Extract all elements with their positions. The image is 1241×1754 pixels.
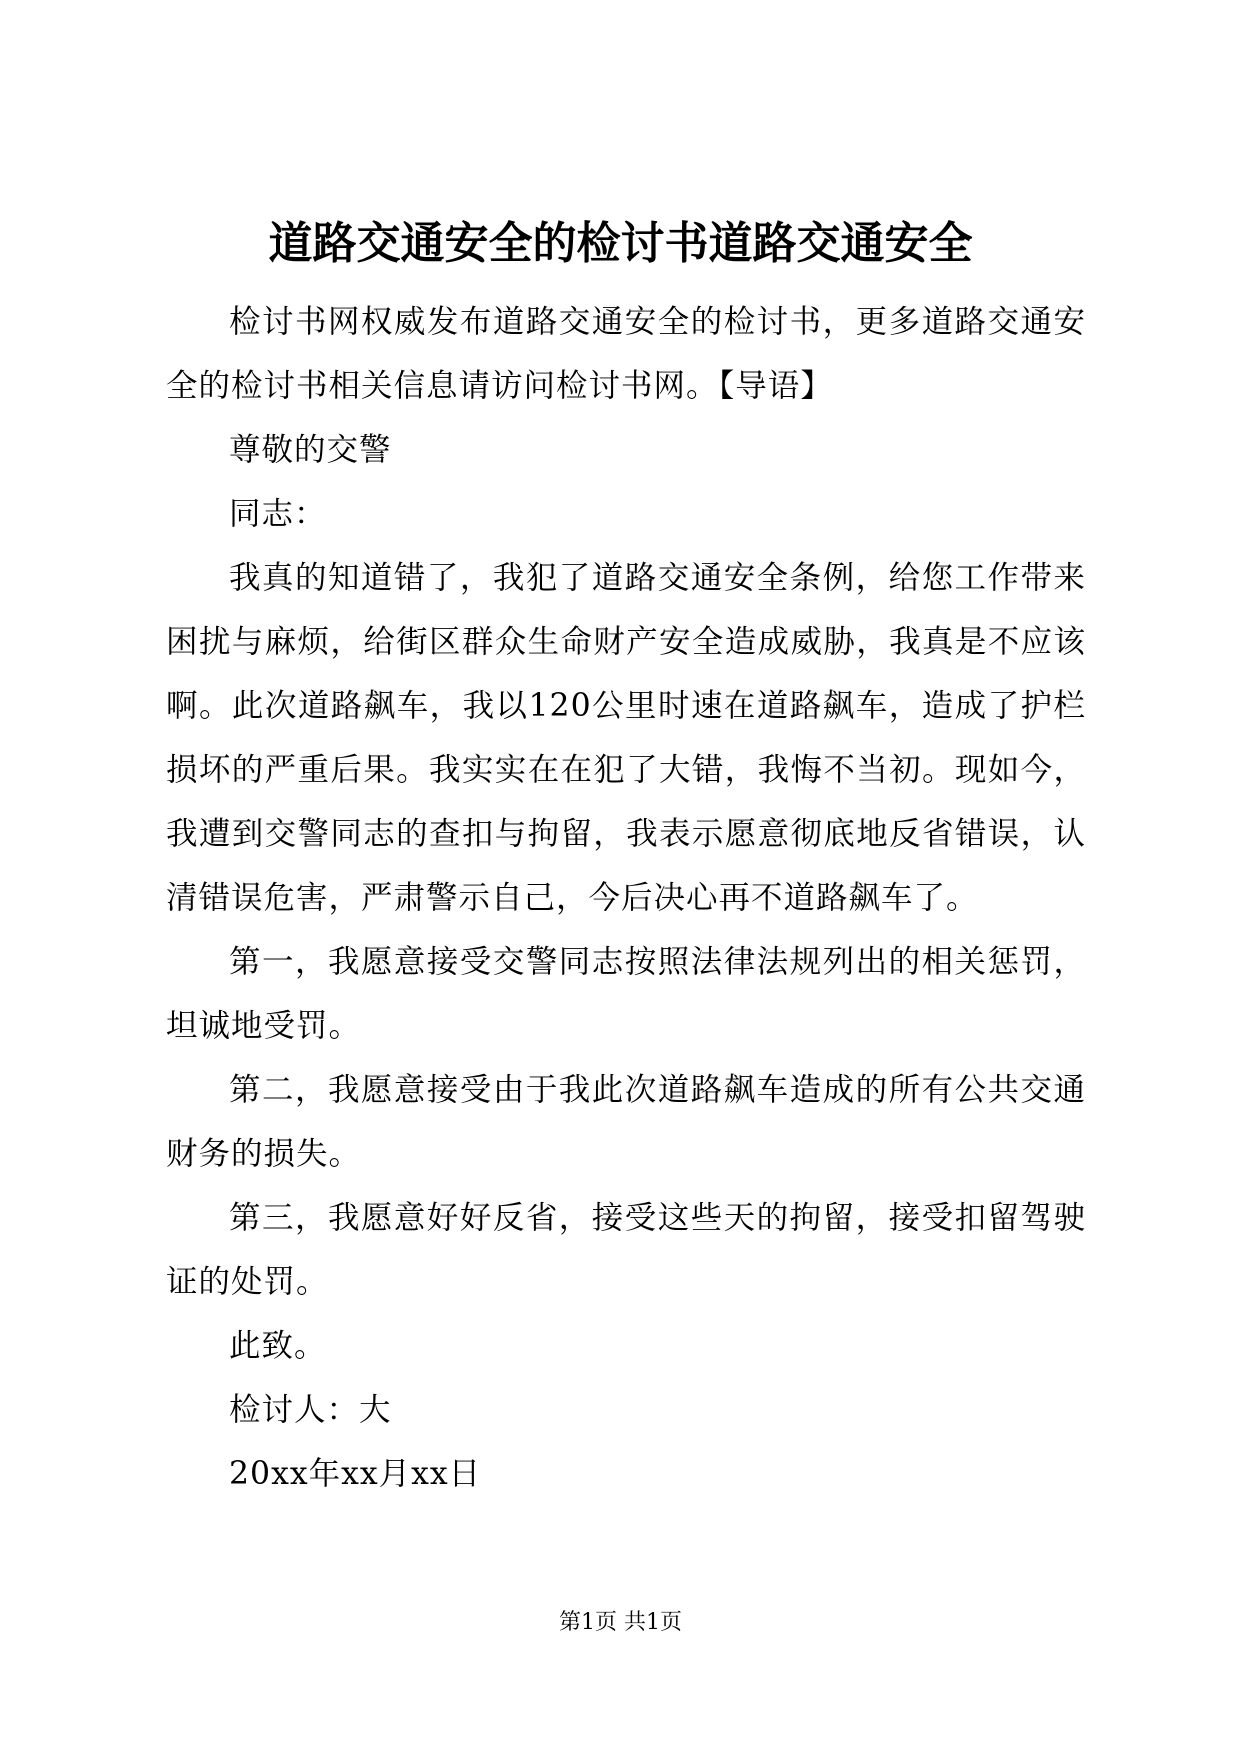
signature-line: 检讨人：大 — [229, 1392, 392, 1428]
document-title: 道路交通安全的检讨书道路交通安全 — [268, 218, 973, 269]
closing-line: 此致。 — [229, 1328, 327, 1364]
intro-paragraph: 检讨书网权威发布道路交通安全的检讨书，更多道路交通安全的检讨书相关信息请访问检讨书网。【导语】 — [166, 304, 1086, 404]
point-two-paragraph: 第二，我愿意接受由于我此次道路飙车造成的所有公共交通财务的损失。 — [166, 1072, 1086, 1172]
confession-paragraph: 我真的知道错了，我犯了道路交通安全条例，给您工作带来困扰与麻烦，给街区群众生命财产安全造成威胁，我真是不应该啊。此次道路飙车，我以120公里时速在道路飙车，造成了护栏损坏的严重后果。我实实在在犯了大错，我悔不当初。现如今，我遭到交警同志的查扣与拘留，我表示愿意彻底地反省错误，认清错误危害，严肃警示自己，今后决心再不道路飙车了。 — [166, 560, 1086, 916]
point-one-paragraph: 第一，我愿意接受交警同志按照法律法规列出的相关惩罚，坦诚地受罚。 — [166, 944, 1086, 1044]
salutation-line-2: 同志： — [229, 496, 327, 532]
salutation-line: 尊敬的交警 — [229, 432, 392, 468]
document-body — [166, 290, 1086, 1506]
date-line: 20xx年xx月xx日 — [229, 1456, 482, 1492]
point-three-paragraph: 第三，我愿意好好反省，接受这些天的拘留，接受扣留驾驶证的处罚。 — [166, 1200, 1086, 1300]
page-footer: 第1页 共1页 — [559, 1610, 682, 1635]
